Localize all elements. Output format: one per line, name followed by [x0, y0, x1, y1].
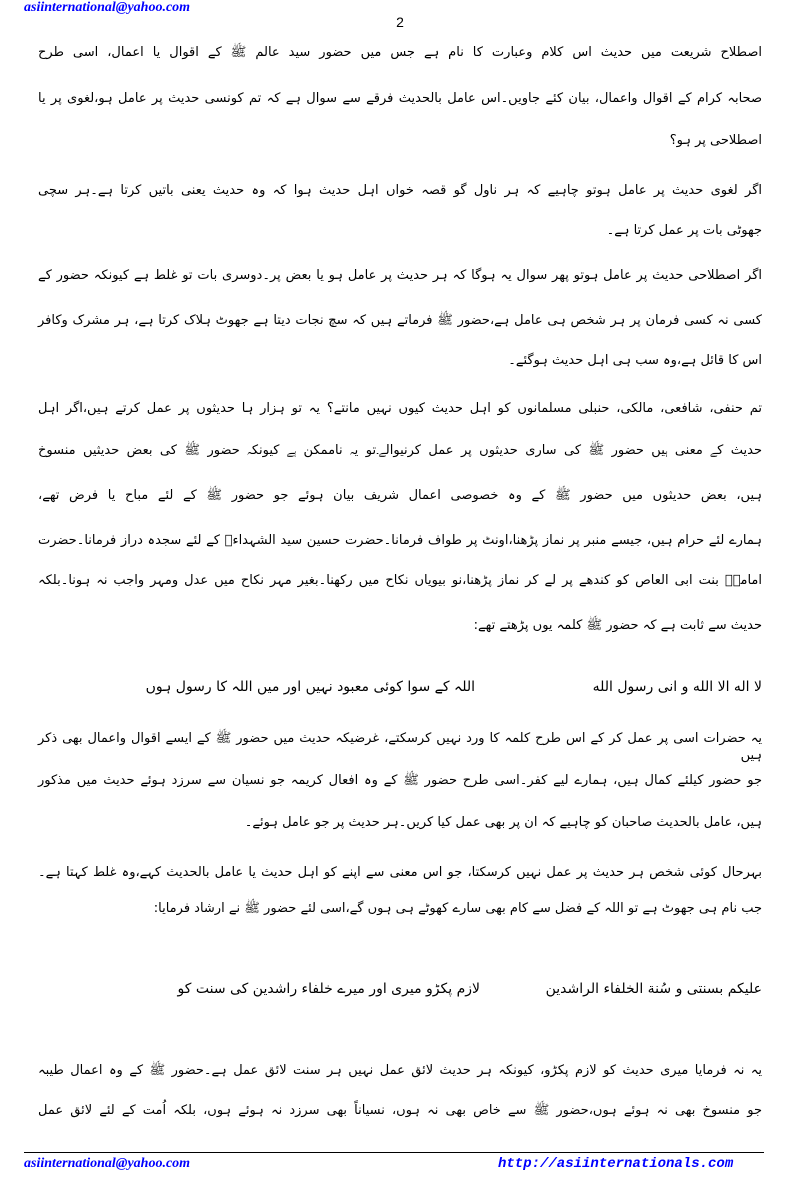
text-line: بہرحال کوئی شخص ہر حدیث پر عمل نہیں کرسکتا، جو اس معنی سے اپنے کو اہل حدیث یا عامل بالحدیث کہے،وہ غلط کہتا ہے۔	[38, 865, 762, 880]
text-line: اصطلاحی پر ہو؟	[669, 133, 762, 148]
page-number: 2	[396, 14, 404, 30]
text-line: اس کا قائل ہے،وہ سب ہی اہل حدیث ہوگئے۔	[508, 353, 762, 368]
text-line: حدیث کے معنی ہیں حضور ﷺ کی ساری حدیثوں پر عمل کرنیوالے۔تو یہ ناممکن ہے کیونکہ حضور ﷺ کی بعض حدیثیں منسوخ	[38, 443, 762, 458]
footer-url[interactable]: http://asiinternationals.com	[498, 1156, 734, 1172]
kalma-arabic: لا اله الا الله و انی رسول الله	[592, 679, 762, 695]
text-line: تم حنفی، شافعی، مالکی، حنبلی مسلمانوں کو اہل حدیث کیوں نہیں مانتے؟ یہ تو ہزار ہا حدیثوں پر عمل کرتے ہیں،اگر اہل	[38, 401, 762, 416]
footer-divider	[24, 1152, 764, 1153]
text-line: صحابہ کرام کے اقوال واعمال، بیان کئے جاویں۔اس عامل بالحدیث فرقے سے سوال ہے کہ تم کونسی حدیث پر عامل ہو،لغوی پر یا	[38, 91, 762, 106]
kalma-urdu: اللہ کے سوا کوئی معبود نہیں اور میں اللہ کا رسول ہوں	[145, 679, 475, 695]
hadith-arabic: علیکم بسنتی و سُنة الخلفاء الراشدین	[545, 981, 762, 997]
footer-email[interactable]: asiinternational@yahoo.com	[24, 1156, 191, 1171]
text-line: اگر اصطلاحی حدیث پر عامل ہوتو پھر سوال یہ ہوگا کہ ہر حدیث پر عامل ہو یا بعض پر۔دوسری بات تو غلط ہے کیونکہ حضور کے	[38, 268, 762, 283]
header-email[interactable]: asiinternational@yahoo.com	[24, 0, 191, 15]
text-line: جو منسوخ بھی نہ ہوئے ہوں،حضور ﷺ سے خاص بھی نہ ہوں، نسیاناً بھی سرزد نہ ہوئے ہوں، بلکہ اُمت کے لئے لائق عمل	[38, 1103, 762, 1118]
text-line: جھوٹی بات پر عمل کرتا ہے۔	[606, 223, 762, 238]
text-line: ہیں، بعض حدیثوں میں حضور ﷺ کے وہ خصوصی اعمال شریف بیان ہوئے جو حضور ﷺ کے لئے مباح یا فرض تھے،	[38, 488, 762, 503]
hadith-urdu: لازم پکڑو میری اور میرے خلفاء راشدین کی سنت کو	[177, 981, 480, 997]
text-line: یہ حضرات اسی پر عمل کر کے اس طرح کلمہ کا ورد نہیں کرسکتے، غرضیکہ حدیث میں حضور ﷺ کے ایسے اقوال واعمال بھی ذکر ہیں	[38, 731, 762, 763]
text-line: یہ نہ فرمایا میری حدیث کو لازم پکڑو، کیونکہ ہر حدیث لائق عمل نہیں ہر سنت لائق عمل ہے۔حضور ﷺ کے وہ اعمال طیبہ	[38, 1063, 762, 1078]
text-line: جو حضور کیلئے کمال ہیں، ہمارے لیے کفر۔اسی طرح حضور ﷺ کے وہ افعال کریمہ جو نسیان سے سرزد ہوئے حدیث میں مذکور	[38, 773, 762, 788]
text-line: اصطلاح شریعت میں حدیث اس کلام وعبارت کا نام ہے جس میں حضور سید عالم ﷺ کے اقوال یا اعمال، اسی طرح	[38, 45, 762, 60]
text-line: کسی نہ کسی فرمان پر ہر شخص ہی عامل ہے،حضور ﷺ فرماتے ہیں کہ سچ نجات دیتا ہے جھوٹ ہلاک کرتا ہے، ہر مشرک وکافر	[38, 313, 762, 328]
text-line: اگر لغوی حدیث پر عامل ہوتو چاہیے کہ ہر ناول گو قصہ خواں اہل حدیث ہوا کہ وہ حدیث یعنی باتیں کرتا ہے۔ہر سچی	[38, 183, 762, 198]
text-line: ہیں، عامل بالحدیث صاحبان کو چاہیے کہ ان پر بھی عمل کیا کریں۔ہر حدیث پر جو عامل ہوئے۔	[244, 815, 762, 830]
text-line: امامہؓ بنت ابی العاص کو کندھے پر لے کر نماز پڑھنا،نو بیویاں نکاح میں رکھنا۔بغیر مہر نکاح میں عدل ومہر واجب نہ ہونا۔بلکہ	[38, 573, 762, 588]
text-line: ہمارے لئے حرام ہیں، جیسے منبر پر نماز پڑھنا،اونٹ پر طواف فرمانا۔حضرت حسین سید الشہداءؓ کے لئے سجدہ دراز فرمانا۔حضرت	[38, 533, 762, 548]
text-line: جب نام ہی جھوٹ ہے تو اللہ کے فضل سے کام بھی سارے کھوٹے ہی ہوں گے،اسی لئے حضور ﷺ نے ارشاد فرمایا:	[153, 901, 762, 916]
text-line: حدیث سے ثابت ہے کہ حضور ﷺ کلمہ یوں پڑھتے تھے:	[473, 618, 762, 633]
